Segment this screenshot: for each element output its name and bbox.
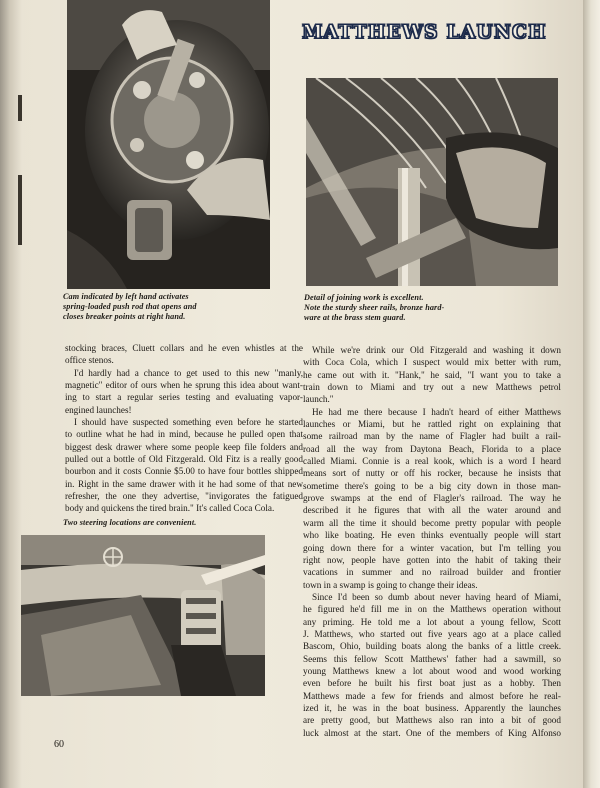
text-line: warm all the time it should become pretty popular with people (303, 517, 561, 528)
text-line: even before he built his first boat just as a hobby. Then (303, 678, 561, 689)
text-line: to outline what he had in mind, because he pulled open that (65, 429, 303, 440)
caption-line: Cam indicated by left hand activates (63, 292, 189, 301)
text-line: office stenos. (65, 355, 114, 366)
text-line: launches or Miami, but he rattled right on explaining that (303, 419, 561, 430)
text-line: Since I'd been so dumb about never having heard of Miami, (312, 591, 561, 602)
right-text-column (303, 344, 561, 739)
text-line: described it he figures that with all the water around and (303, 505, 561, 516)
text-line: he came out with it. "Hank," he said, "I want you to take a (303, 369, 561, 380)
text-line: ized it, he was in the boat business. Apparently the launches (303, 702, 561, 713)
caption-joinery (304, 293, 444, 324)
text-line: going down there for a winter vacation, but I'm telling you (303, 542, 561, 553)
caption-line: Note the sturdy sheer rails, bronze hard- (304, 303, 445, 313)
article-title-banner: MATTHEWS LAUNCH (302, 22, 547, 43)
text-line: He had me there because I hadn't heard of either Matthews (312, 406, 561, 417)
text-line: who like boating. He even thinks eventually people will start (303, 530, 561, 541)
text-line: grove swamps at the end of Flagler's railroad. The way he (303, 493, 561, 504)
caption-line: closes breaker points at right hand. (63, 312, 186, 322)
text-line: in. Right in the same drawer with it he had some of that new (65, 478, 303, 489)
photo-breaker-mechanism (67, 0, 270, 289)
text-line: train down to Miami and try out a new Matthews petrol (303, 382, 561, 393)
text-line: are pretty good, but Matthews also ran into a bit of good (303, 715, 561, 726)
text-line: sometime there's going to be a big city down in those man- (303, 480, 561, 491)
page-edge-mark (18, 95, 22, 121)
photo-steering-locations (21, 535, 265, 696)
text-line: means sort of nutty or off his rocker, because he insists that (303, 468, 561, 479)
text-line: vacations in summer and no railroad builder and frontier (303, 567, 561, 578)
text-line: some railroad man by the name of Flagler had built a rail- (303, 431, 561, 442)
text-line: refresher, the one they advertise, "invigorates the fatigued (65, 491, 303, 502)
text-line: pulled out a bottle of Old Fitzgerald. Old Fitz is a really good (65, 454, 303, 465)
left-text-column (65, 342, 303, 515)
page-number: 60 (54, 739, 64, 750)
text-line: stocking braces, Cluett collars and he even whistles at the (65, 343, 303, 353)
text-line: Seems this fellow Scott Matthews' father had a sawmill, so (303, 653, 561, 664)
caption-line: ware at the brass stem guard. (304, 313, 406, 323)
page-edge-mark (18, 175, 22, 245)
text-line: young Matthews knew a lot about wood and wood working (303, 665, 561, 676)
text-line: While we're drink our Old Fitzgerald and washing it down (312, 345, 561, 355)
text-line: biggest desk drawer where some people keep file folders and (65, 441, 303, 452)
text-line: bourbon and it costs Connie $5.00 to have four bottles shipped (65, 466, 303, 477)
caption-line: spring-loaded push rod that opens and (63, 302, 197, 312)
photo-joining-detail (306, 78, 558, 286)
text-line: body and quickens the tired brain." It's called Coca Cola. (65, 503, 275, 514)
text-line: he figured he'd fill me in on the Matthews operation without (303, 604, 561, 615)
text-line: engined launches! (65, 404, 132, 415)
text-line: town in a swamp is going to change their ideas. (303, 579, 478, 590)
text-line: road all the way from Daytona Beach, Florida to a place (303, 443, 561, 454)
text-line: launch." (303, 394, 334, 405)
text-line: ing to start a regular series testing and evaluating vapor- (65, 392, 303, 403)
caption-line: Two steering locations are convenient. (63, 518, 197, 527)
caption-line: Detail of joining work is excellent. (304, 293, 424, 302)
text-line: magnetic" editor of ours when he sprung this idea about want- (65, 380, 303, 391)
page-curl-edge (583, 0, 600, 788)
caption-steering (63, 518, 196, 528)
text-line: Bascom, Ohio, building boats along the banks of a little creek. (303, 641, 561, 652)
text-line: J. Matthews, who started out five years ago at a place called (303, 628, 561, 639)
text-line: called Miami. Connie is a real kook, which is a word I heard (303, 456, 561, 467)
text-line: any priming. He told me a lot about a young fellow, Scott (303, 616, 561, 627)
text-line: with Coca Cola, which I suspect would mix better with rum, (303, 357, 561, 368)
text-line: I'd hardly had a chance to get used to this new "manly, (74, 367, 303, 378)
text-line: I should have suspected something even before he started (74, 417, 303, 428)
text-line: Matthews made a few for friends and almost before he real- (303, 690, 561, 701)
caption-cam (63, 292, 197, 323)
text-line: right now, people have gotten into the habit of taking their (303, 554, 561, 565)
text-line: luck almost at the start. One of the members of King Alfonso (303, 727, 561, 738)
